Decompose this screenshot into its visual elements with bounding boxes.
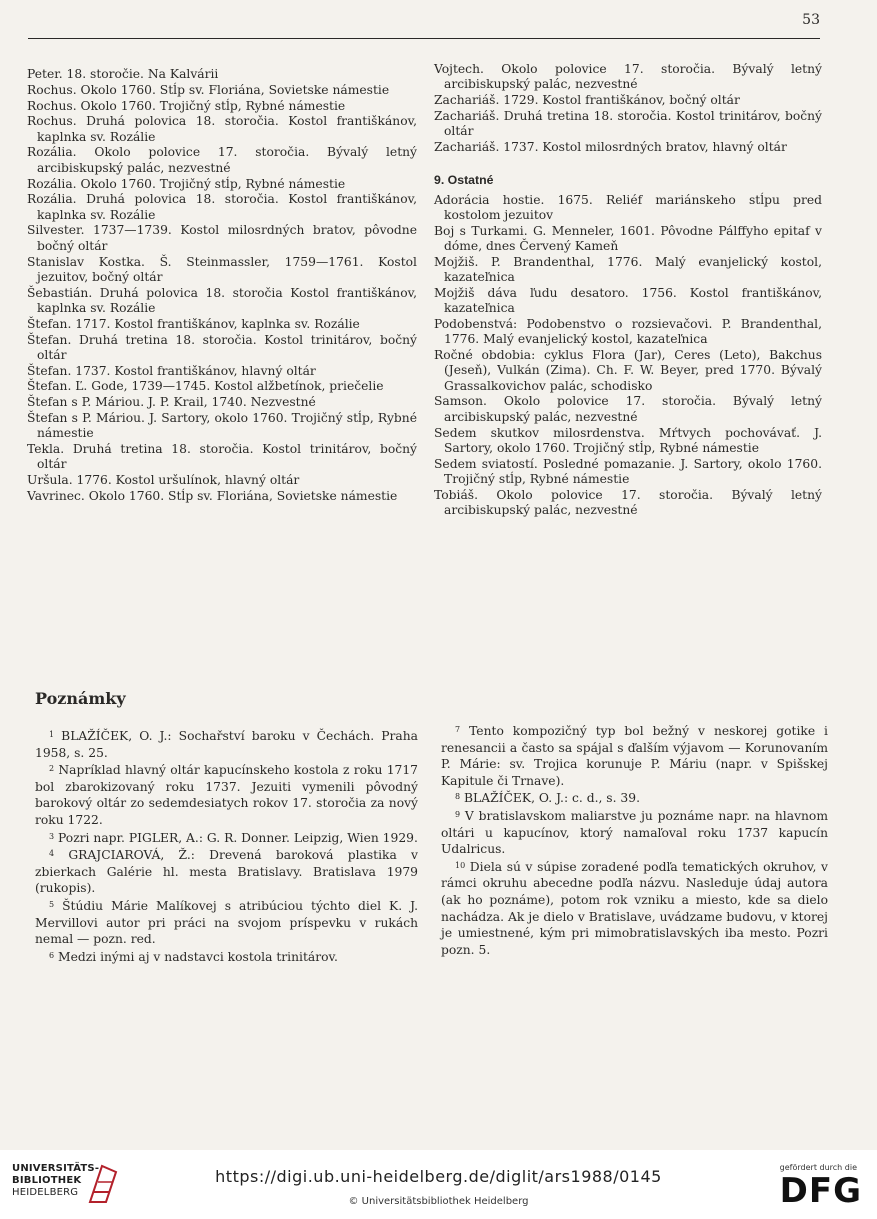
footnote-number: 6 xyxy=(49,950,55,960)
index-entry: Rochus. Okolo 1760. Trojičný stĺp, Rybné námestie xyxy=(27,98,346,113)
right-column-index xyxy=(434,62,822,519)
index-entry: Štefan s P. Máriou. J. P. Krail, 1740. Nezvestné xyxy=(27,395,316,410)
index-entry: Štefan. Ľ. Gode, 1739—1745. Kostol alžbetínok, priečelie xyxy=(27,379,384,394)
funding-label: gefördert durch die xyxy=(779,1163,857,1172)
index-entry: Samson. Okolo polovice 17. storočia. Bývalý letný arcibiskupský palác, nezvestné xyxy=(434,394,822,424)
index-entry: Sedem skutkov milosrdenstva. Mŕtvych pochovávať. J. Sartory, okolo 1760. Trojičný stĺp, Rybné námestie xyxy=(434,425,822,455)
footnote xyxy=(35,727,418,761)
index-entry: Stanislav Kostka. Š. Steinmassler, 1759—1761. Kostol jezuitov, bočný oltár xyxy=(27,254,417,284)
notes-title: Poznámky xyxy=(35,689,126,708)
footnote-text: Diela sú v súpise zoradené podľa tematických okruhov, v rámci okruhu abecedne podľa názvu. Nasleduje údaj autora (ak ho poznáme), potom rok vzniku a miesto, kde sa dielo nachádza. Ak je dielo v Bratislave, uvádzame budovu, v ktorej je umiestnené, kým pri mimobratislavských iba mesto. Pozri pozn. 5. xyxy=(441,859,828,957)
footnote-number: 7 xyxy=(455,725,461,734)
index-entry: Rozália. Druhá polovica 18. storočia. Kostol františkánov, kaplnka sv. Rozálie xyxy=(27,192,417,222)
footnote xyxy=(35,829,418,847)
right-entries-bottom xyxy=(434,193,822,519)
viewer-footer xyxy=(0,1150,877,1219)
index-entry: Rochus. Okolo 1760. Stĺp sv. Floriána, Sovietske námestie xyxy=(27,82,390,97)
footnote xyxy=(441,858,828,959)
footnote-text: BLAŽÍČEK, O. J.: Sochařství baroku v Čechách. Praha 1958, s. 25. xyxy=(35,729,418,760)
footnote xyxy=(35,761,418,828)
footnote-number: 9 xyxy=(455,809,461,819)
footnote-text: V bratislavskom maliarstve ju poznáme napr. na hlavnom oltári u kapucínov, ktorý namaľoval roku 1737 kapucín Udalricus. xyxy=(441,808,828,857)
footnote-number: 5 xyxy=(49,899,55,909)
footnote-number: 8 xyxy=(455,792,461,802)
index-entry: Zachariáš. 1729. Kostol františkánov, bočný oltár xyxy=(434,93,740,108)
index-entry: Štefan. 1717. Kostol františkánov, kaplnka sv. Rozálie xyxy=(27,316,360,331)
footnote xyxy=(441,722,828,789)
left-column-index xyxy=(27,67,417,505)
index-entry: Tekla. Druhá tretina 18. storočia. Kostol trinitárov, bočný oltár xyxy=(27,442,417,472)
index-entry: Zachariáš. 1737. Kostol milosrdných bratov, hlavný oltár xyxy=(434,139,787,154)
index-entry: Rozália. Okolo 1760. Trojičný stĺp, Rybné námestie xyxy=(27,176,346,191)
footnote xyxy=(441,807,828,858)
footnote-text: Napríklad hlavný oltár kapucínskeho kostola z roku 1717 bol zbarokizovaný roku 1737. Jezuiti vymenili pôvodný barokový oltár zo sedemdesiatych rokov 17. storočia za nový roku 1722. xyxy=(35,763,418,827)
copyright-notice: © Universitätsbibliothek Heidelberg xyxy=(348,1196,529,1207)
index-entry: Štefan s P. Máriou. J. Sartory, okolo 1760. Trojičný stĺp, Rybné námestie xyxy=(27,411,417,441)
index-entry: Tobiáš. Okolo polovice 17. storočia. Bývalý letný arcibiskupský palác, nezvestné xyxy=(434,487,822,518)
library-name-line: HEIDELBERG xyxy=(12,1187,79,1198)
library-name-line: UNIVERSITÄTS- xyxy=(12,1163,100,1174)
right-entries-top xyxy=(434,62,822,155)
page-number: 53 xyxy=(802,12,820,28)
footnote-text: Pozri napr. PIGLER, A.: G. R. Donner. Leipzig, Wien 1929. xyxy=(58,830,418,845)
index-entry: Rozália. Okolo polovice 17. storočia. Bývalý letný arcibiskupský palác, nezvestné xyxy=(27,145,417,175)
index-entry: Štefan. Druhá tretina 18. storočia. Kostol trinitárov, bočný oltár xyxy=(27,332,417,362)
index-entry: Peter. 18. storočie. Na Kalvárii xyxy=(27,67,219,81)
footnote xyxy=(35,948,418,966)
index-entry: Zachariáš. Druhá tretina 18. storočia. Kostol trinitárov, bočný oltár xyxy=(434,108,822,139)
section-heading: 9. Ostatné xyxy=(434,173,494,188)
footnote xyxy=(35,897,418,948)
index-entry: Sedem sviatostí. Posledné pomazanie. J. Sartory, okolo 1760. Trojičný stĺp, Rybné námestie xyxy=(434,456,822,486)
footnote-text: GRAJCIAROVÁ, Ž.: Drevená baroková plastika v zbierkach Galérie hl. mesta Bratislavy. Bratislava 1979 (rukopis). xyxy=(35,848,418,896)
dfg-logo[interactable]: DFG xyxy=(779,1171,862,1211)
footnote-text: Medzi inými aj v nadstavci kostola trinitárov. xyxy=(58,949,338,964)
footnote-number: 10 xyxy=(455,860,466,870)
index-entry: Podobenstvá: Podobenstvo o rozsievačovi. P. Brandenthal, 1776. Malý evanjelický kostol, kazateľnica xyxy=(434,316,822,347)
library-name-line: BIBLIOTHEK xyxy=(12,1175,82,1186)
footnote-text: Štúdiu Márie Malíkovej s atribúciou týchto diel K. J. Mervillovi autor pri práci na svojom príspevku v rukách nemal — pozn. red. xyxy=(35,898,418,947)
index-entry: Mojžiš dáva ľudu desatoro. 1756. Kostol františkánov, kazateľnica xyxy=(434,285,822,316)
permalink-url[interactable]: https://digi.ub.uni-heidelberg.de/diglit/ars1988/0145 xyxy=(215,1167,662,1186)
footnote-text: BLAŽÍČEK, O. J.: c. d., s. 39. xyxy=(464,791,640,806)
footnote-number: 4 xyxy=(49,849,55,859)
footnote-number: 1 xyxy=(49,730,55,739)
index-entry: Silvester. 1737—1739. Kostol milosrdných bratov, pôvodne bočný oltár xyxy=(27,223,417,253)
footnote-number: 2 xyxy=(49,764,55,774)
index-entry: Vavrinec. Okolo 1760. Stĺp sv. Floriána, Sovietske námestie xyxy=(27,489,398,504)
index-entry: Boj s Turkami. G. Menneler, 1601. Pôvodne Pálffyho epitaf v dóme, dnes Červený Kameň xyxy=(434,223,822,253)
index-entry: Štefan. 1737. Kostol františkánov, hlavný oltár xyxy=(27,363,316,378)
index-entry: Adorácia hostie. 1675. Reliéf mariánskeho stĺpu pred kostolom jezuitov xyxy=(434,192,822,222)
index-entry: Mojžiš. P. Brandenthal, 1776. Malý evanjelický kostol, kazateľnica xyxy=(434,254,822,285)
footnote-number: 3 xyxy=(49,831,55,841)
index-entry: Vojtech. Okolo polovice 17. storočia. Bývalý letný arcibiskupský palác, nezvestné xyxy=(434,62,822,92)
index-entry: Ročné obdobia: cyklus Flora (Jar), Ceres (Leto), Bakchus (Jeseň), Vulkán (Zima). Ch. F. W. Beyer, pred 1770. Bývalý Grassalkovichov palác, schodisko xyxy=(434,348,822,393)
index-entry: Šebastián. Druhá polovica 18. storočia Kostol františkánov, kaplnka sv. Rozálie xyxy=(27,285,417,315)
index-entry: Uršula. 1776. Kostol uršulínok, hlavný oltár xyxy=(27,473,300,488)
index-entry: Rochus. Druhá polovica 18. storočia. Kostol františkánov, kaplnka sv. Rozálie xyxy=(27,114,417,144)
header-rule xyxy=(28,38,820,39)
notes-right-column xyxy=(441,722,828,958)
footnote xyxy=(441,789,828,807)
notes-left-column xyxy=(35,727,418,965)
footnote-text: Tento kompozičný typ bol bežný v neskorej gotike i renesancii a často sa spájal s ďalším výjavom — Korunovaním P. Márie: sv. Trojica korunuje P. Máriu (napr. v Spišskej Kapitule či Trnave). xyxy=(441,724,828,788)
footnote xyxy=(35,846,418,897)
